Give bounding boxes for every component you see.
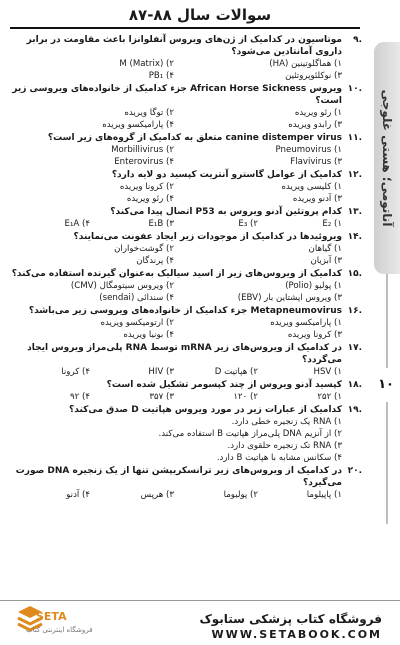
option-1: ۱) گیاهان	[308, 244, 342, 254]
question-15	[6, 268, 362, 304]
question-number: .۱۹	[347, 405, 362, 415]
question-14	[6, 231, 362, 267]
option-1: ۱) هماگلوتینین (HA)	[269, 59, 342, 69]
question-11	[6, 132, 362, 168]
option-2: ۲) ویروس سیتومگال (CMV)	[70, 281, 174, 291]
question-text: در کدامیک از ویروس‌های زیر ترانسکریپشن تنها از یک زنجیره DNA صورت می‌گیرد؟	[15, 466, 342, 488]
chapter-side-tab	[374, 42, 400, 274]
question-number: .۱۰	[347, 84, 362, 94]
option-3: ۳) آدنو ویریده	[292, 194, 342, 204]
option-3: ۳) ۳۵۷	[149, 392, 174, 402]
question-19	[6, 404, 362, 464]
question-list	[6, 34, 362, 502]
option-2: ۲) E₃	[238, 219, 258, 229]
option-2: ۲) هپاتیت D	[214, 367, 258, 377]
question-number: .۱۳	[347, 207, 362, 217]
option-4: ۴) Enterovirus	[114, 157, 174, 167]
option-3: ۳) رابدو ویریده	[288, 120, 342, 130]
option-2: ۲) توگا ویریده	[124, 108, 174, 118]
option-1: ۱) پاپیلوما	[306, 490, 342, 500]
logo-text: SETA	[36, 610, 67, 623]
question-number: .۱۱	[347, 133, 362, 143]
question-number: .۱۸	[347, 380, 362, 390]
question-number: .۲۰	[347, 466, 362, 476]
chapter-side-label: آناتومی؛ هستی غلوجی	[380, 89, 394, 227]
question-number: .۱۶	[347, 306, 362, 316]
option-2: ۲) از آنزیم DNA پلی‌مراز هپاتیت B استفاده می‌کند.	[158, 429, 342, 439]
question-text: کپسید آدنو ویروس از چند کپسومر تشکیل شده است؟	[106, 380, 342, 390]
question-number: .۹	[353, 35, 362, 45]
question-number: .۱۲	[347, 170, 362, 180]
question-16	[6, 305, 362, 341]
question-text: در کدامیک از ویروس‌های زیر mRNA توسط RNA پلی‌مراز ویروس ایجاد می‌گردد؟	[27, 343, 342, 365]
option-3: ۳) E₁B	[148, 219, 174, 229]
header-divider	[10, 27, 360, 29]
question-text: Metapneumovirus جزء کدامیک از خانواده‌های ویروسی زیر می‌باشد؟	[28, 306, 342, 316]
option-3: ۳) هرپس	[140, 490, 174, 500]
option-3: ۳) RNA تک زنجیره حلقوی دارد.	[227, 441, 342, 451]
option-4: ۴) E₁A	[64, 219, 90, 229]
question-10	[6, 83, 362, 131]
page-number: ۱۰	[374, 368, 398, 402]
footer-divider	[0, 600, 400, 601]
store-name: فروشگاه کتاب پزشکی ستابوک	[199, 612, 382, 626]
option-2: ۲) Morbillivirus	[111, 145, 174, 155]
option-4: ۴) PB₁	[148, 71, 174, 81]
option-2: ۲) ارتومیکسو ویریده	[100, 318, 174, 328]
page-title: سوالات سال ۸۸-۸۷	[128, 6, 272, 24]
question-text: کدامیک از عبارات زیر در مورد ویروس هپاتیت D صدق می‌کند؟	[69, 405, 342, 415]
question-number: .۱۴	[347, 232, 362, 242]
option-3: ۳) کرونا ویریده	[287, 330, 342, 340]
option-1: ۱) RNA یک زنجیره خطی دارد.	[231, 417, 342, 427]
option-1: ۱) پولیو (Polio)	[285, 281, 342, 291]
option-3: ۳) آبزیان	[310, 256, 342, 266]
option-2: ۲) (Matrix) M	[119, 59, 174, 69]
option-1: ۱) HSV	[313, 367, 342, 377]
question-text: canine distemper virus متعلق به کدامیک از گروه‌های زیر است؟	[47, 133, 342, 143]
option-4: ۴) ۹۲	[70, 392, 90, 402]
option-1: ۱) Pneumovirus	[275, 145, 342, 155]
option-4: ۴) بونیا ویریده	[123, 330, 174, 340]
question-18	[6, 379, 362, 403]
question-text: ویروس African Horse Sickness جزء کدامیک از خانواده‌های ویروسی زیر است؟	[12, 84, 342, 106]
question-20	[6, 465, 362, 501]
store-url-link[interactable]: WWW.SETABOOK.COM	[211, 628, 382, 641]
option-2: ۲) کرونا ویریده	[119, 182, 174, 192]
option-1: ۱) E₂	[322, 219, 342, 229]
question-number: .۱۷	[347, 343, 362, 353]
option-4: ۴) سکانس مشابه با هپاتیت B دارد.	[216, 453, 342, 463]
option-1: ۱) پارامیکسو ویریده	[270, 318, 342, 328]
option-4: ۴) پارامیکسو ویریده	[102, 120, 174, 130]
question-number: .۱۵	[347, 269, 362, 279]
option-3: ۳) Flavivirus	[290, 157, 342, 167]
option-4: ۴) کرونا	[61, 367, 90, 377]
option-3: ۳) نوکلئوپروتئین	[285, 71, 342, 81]
option-3: ۳) HIV	[148, 367, 174, 377]
option-4: ۴) سندائی (sendai)	[99, 293, 174, 303]
option-2: ۲) گوشت‌خواران	[114, 244, 174, 254]
option-1: ۱) ۲۵۲	[317, 392, 342, 402]
option-3: ۳) ویروس اپشتاین بار (EBV)	[237, 293, 342, 303]
question-12	[6, 169, 362, 205]
question-text: کدام پروتئین آدنو ویروس به P53 اتصال پیدا می‌کند؟	[110, 207, 342, 217]
page-header	[0, 0, 400, 34]
option-4: ۴) رئو ویریده	[126, 194, 174, 204]
option-2: ۲) پولیوما	[223, 490, 258, 500]
question-text: کدامیک از ویروس‌های زیر از اسید سیالیک به‌عنوان گیرنده استفاده می‌کند؟	[11, 269, 342, 279]
question-text: موتاسیون در کدامیک از ژن‌های ویروس آنفلوانزا باعث مقاومت در برابر داروی آمانتادین می‌شود؟	[26, 35, 342, 57]
question-17	[6, 342, 362, 378]
question-9	[6, 34, 362, 82]
logo-subtitle: فروشگاه اینترنتی کتاب	[26, 626, 93, 634]
option-4: ۴) پرندگان	[136, 256, 174, 266]
option-2: ۲) ۱۲۰	[233, 392, 258, 402]
option-4: ۴) آدنو	[66, 490, 90, 500]
option-1: ۱) رئو ویریده	[294, 108, 342, 118]
question-text: ویروئیدها در کدامیک از موجودات زیر ایجاد عفونت می‌نمایند؟	[73, 232, 342, 242]
question-text: کدامیک از عوامل گاسترو آنتریت کپسید دو لایه دارد؟	[111, 170, 342, 180]
question-13	[6, 206, 362, 230]
option-1: ۱) کلیسی ویریده	[281, 182, 342, 192]
